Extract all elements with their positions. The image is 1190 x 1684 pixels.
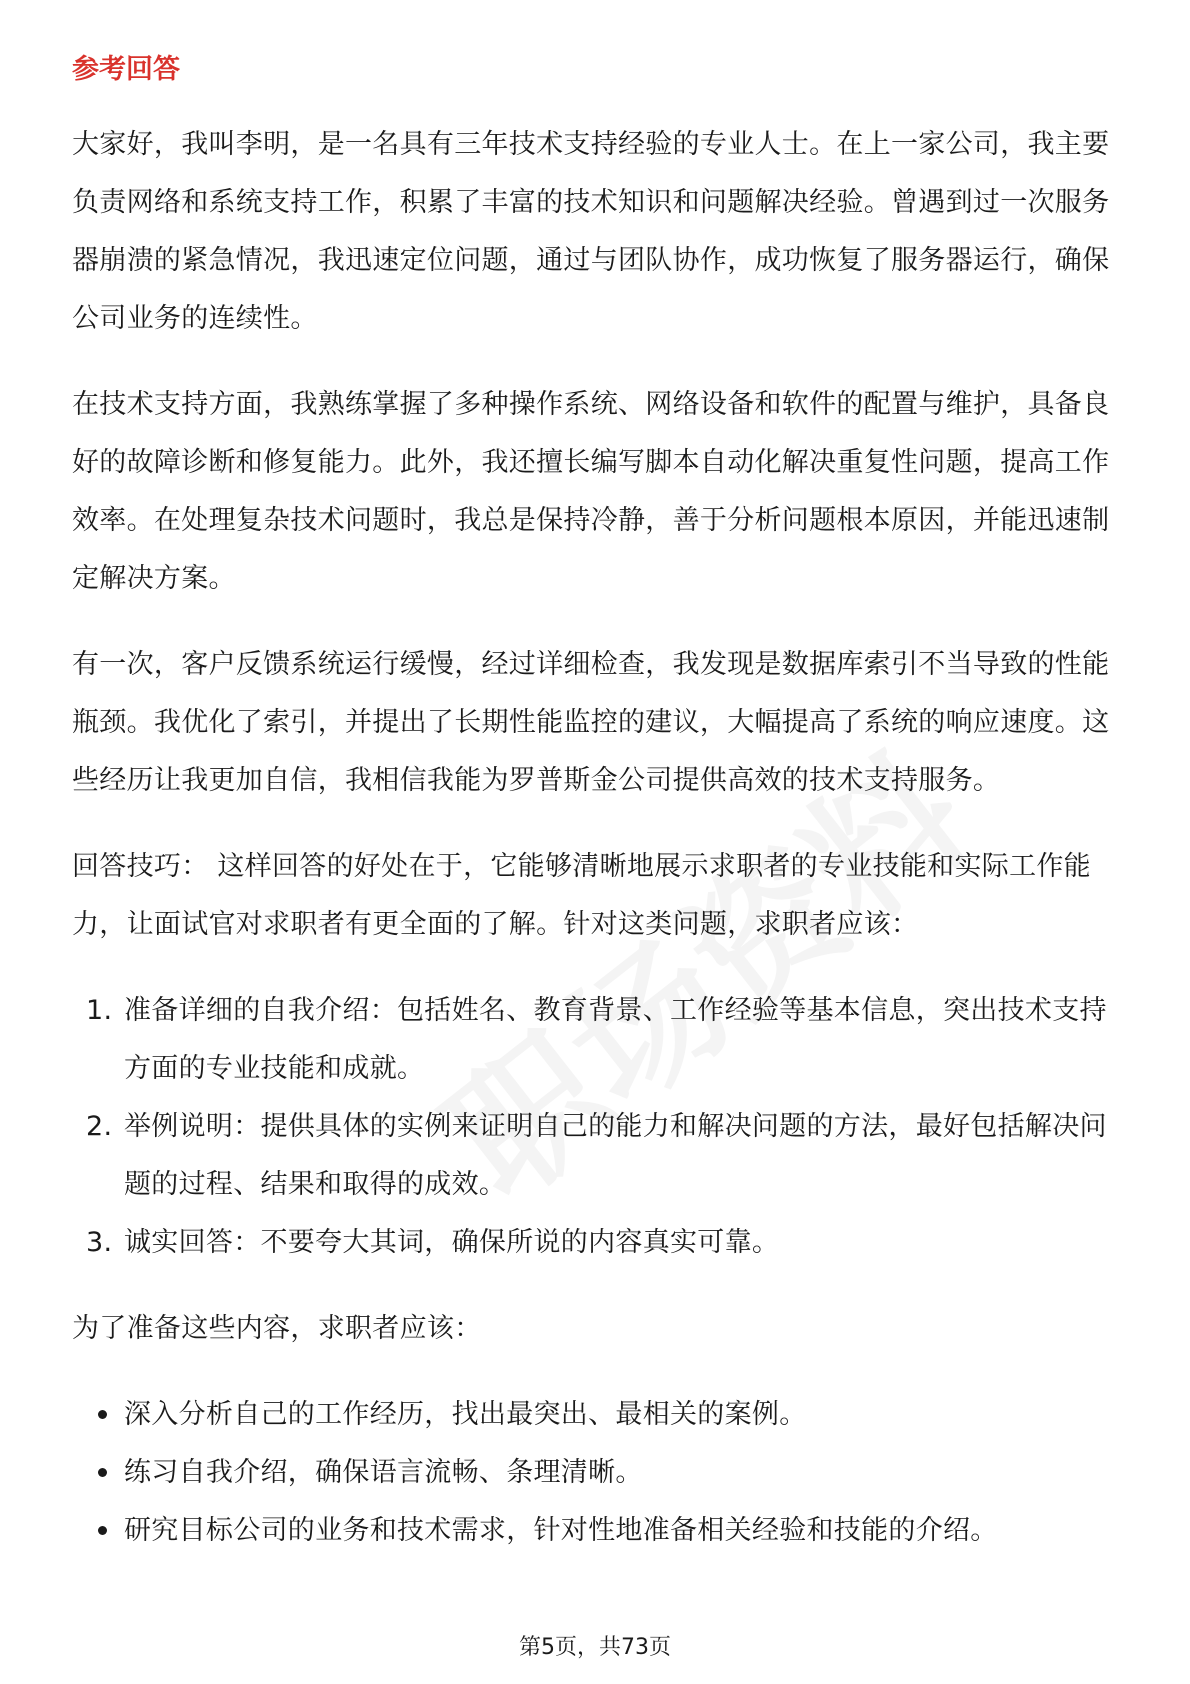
list-item bbox=[72, 1444, 1120, 1502]
answer-paragraph-skills: 在技术支持方面，我熟练掌握了多种操作系统、网络设备和软件的配置与维护，具备良好的故障诊断和修复能力。此外，我还擅长编写脚本自动化解决重复性问题，提高工作效率。在处理复杂技术问题时，我总是保持冷静，善于分析问题根本原因，并能迅速制定解决方案。 bbox=[72, 389, 1110, 594]
document-page bbox=[72, 50, 1120, 1560]
list-item-text: 研究目标公司的业务和技术需求，针对性地准备相关经验和技能的介绍。 bbox=[124, 1515, 998, 1546]
answer-paragraph-intro: 大家好，我叫李明，是一名具有三年技术支持经验的专业人士。在上一家公司，我主要负责网络和系统支持工作，积累了丰富的技术知识和问题解决经验。曾遇到过一次服务器崩溃的紧急情况，我迅速定位问题，通过与团队协作，成功恢复了服务器运行，确保公司业务的连续性。 bbox=[72, 129, 1110, 334]
list-item-text: 练习自我介绍，确保语言流畅、条理清晰。 bbox=[124, 1457, 643, 1488]
page-number-footer: 第5页，共73页 bbox=[519, 1635, 671, 1660]
tips-ordered-list bbox=[72, 982, 1120, 1272]
list-item-text: 准备详细的自我介绍：包括姓名、教育背景、工作经验等基本信息，突出技术支持方面的专业技能和成就。 bbox=[124, 995, 1107, 1084]
list-item bbox=[72, 1098, 1120, 1214]
bullet-icon bbox=[98, 1468, 107, 1477]
answer-paragraph-example: 有一次，客户反馈系统运行缓慢，经过详细检查，我发现是数据库索引不当导致的性能瓶颈。我优化了索引，并提出了长期性能监控的建议，大幅提高了系统的响应速度。这些经历让我更加自信，我相信我能为罗普斯金公司提供高效的技术支持服务。 bbox=[72, 649, 1110, 796]
list-item bbox=[72, 1214, 1120, 1272]
answer-tips-paragraph: 回答技巧： 这样回答的好处在于，它能够清晰地展示求职者的专业技能和实际工作能力，让面试官对求职者有更全面的了解。针对这类问题，求职者应该： bbox=[72, 851, 1091, 940]
list-item-number: 3. bbox=[86, 1227, 113, 1258]
section-heading: 参考回答 bbox=[72, 54, 180, 85]
list-item-number: 1. bbox=[86, 995, 113, 1026]
list-item-text: 诚实回答：不要夸大其词，确保所说的内容真实可靠。 bbox=[124, 1227, 780, 1258]
list-item-text: 举例说明：提供具体的实例来证明自己的能力和解决问题的方法，最好包括解决问题的过程、结果和取得的成效。 bbox=[124, 1111, 1107, 1200]
preparation-intro: 为了准备这些内容，求职者应该： bbox=[72, 1313, 482, 1344]
list-item bbox=[72, 982, 1120, 1098]
bullet-icon bbox=[98, 1410, 107, 1419]
list-item-number: 2. bbox=[86, 1111, 113, 1142]
list-item-text: 深入分析自己的工作经历，找出最突出、最相关的案例。 bbox=[124, 1399, 807, 1430]
list-item bbox=[72, 1386, 1120, 1444]
bullet-icon bbox=[98, 1526, 107, 1535]
preparation-bullet-list bbox=[72, 1386, 1120, 1560]
list-item bbox=[72, 1502, 1120, 1560]
